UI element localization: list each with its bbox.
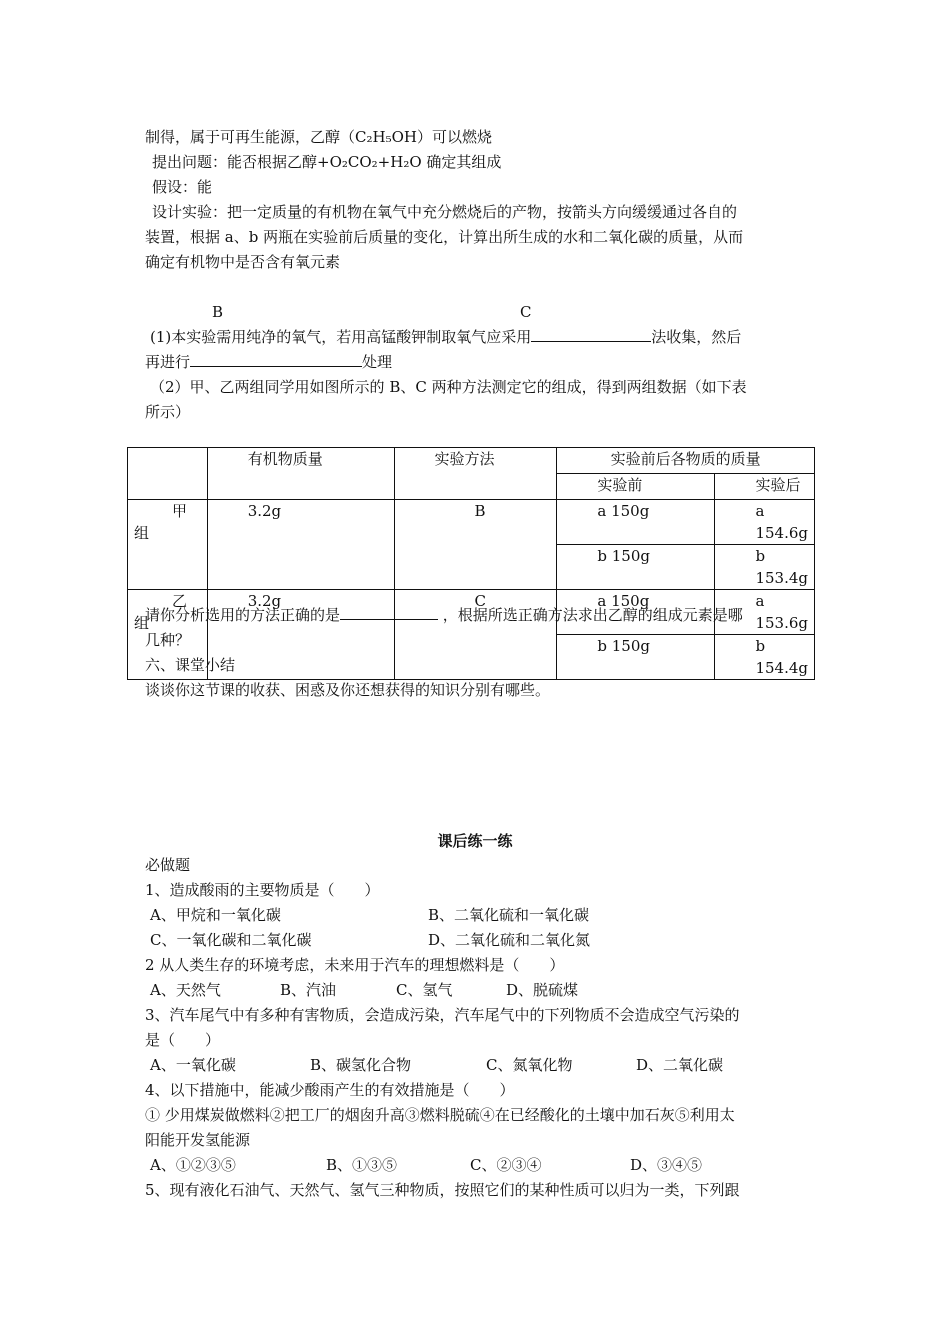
group-1-b-after: b 153.4g [715,545,815,590]
group-2-name: 乙 [172,592,188,610]
figure-label-b: B [212,303,224,321]
summary-text: 谈谈你这节课的收获、困惑及你还想获得的知识分别有哪些。 [145,681,551,699]
question-2-line: （2）甲、乙两组同学用如图所示的 B、C 两种方法测定它的组成，得到两组数据（如下表 [150,378,747,396]
group-2-b-after: b 154.4g [715,635,815,680]
hypothesis-line: 假设：能 [152,178,213,196]
problem-4-measures-2: 阳能开发氢能源 [145,1131,251,1149]
option-d[interactable]: D、脱硫煤 [506,981,579,999]
header-mass: 有机物质量 [207,448,394,500]
answer-blank-collection[interactable] [531,327,651,342]
problem-4-measures-1: ① 少用煤炭做燃料②把工厂的烟囱升高③燃料脱硫④在已经酸化的土壤中加石灰⑤利用太 [145,1106,735,1124]
design-line-3: 确定有机物中是否含有氧元素 [145,253,341,271]
group-2-mass: 3.2g [207,590,394,680]
group-1-a-after: a 154.6g [715,500,815,545]
option-c[interactable]: C、②③④ [470,1156,542,1174]
problem-2-options [150,980,578,1000]
header-method: 实验方法 [394,448,557,500]
question-1-text-2: 法收集，然后 [651,328,742,346]
question-1-text-3: 再进行 [145,353,191,371]
option-d[interactable]: D、二氧化硫和二氧化氮 [428,931,591,949]
analyze-text: 请你分析选用的方法正确的是 [145,606,341,624]
table-row [128,448,815,474]
option-a[interactable]: A、甲烷和一氧化碳 [150,906,281,924]
option-b[interactable]: B、二氧化硫和一氧化碳 [428,906,590,924]
problem-4: 4、以下措施中，能减少酸雨产生的有效措施是（ ） [145,1081,515,1099]
figure-label-c: C [520,303,532,321]
question-1-text: (1)本实验需用纯净的氧气，若用高锰酸钾制取氧气应采用 [150,328,532,346]
question-1-text-4: 处理 [362,353,393,371]
problem-1: 1、造成酸雨的主要物质是（ ） [145,881,380,899]
group-1-suffix: 组 [134,524,150,542]
option-a[interactable]: A、一氧化碳 [150,1056,236,1074]
option-c[interactable]: C、氢气 [396,981,453,999]
answer-blank-treatment[interactable] [190,352,362,367]
option-a[interactable]: A、天然气 [150,981,221,999]
analyze-line [145,605,743,625]
option-c[interactable]: C、一氧化碳和二氧化碳 [150,931,312,949]
group-2-a-before: a 150g [557,590,715,635]
problem-4-options [150,1155,702,1175]
required-label: 必做题 [145,856,191,874]
problem-5: 5、现有液化石油气、天然气、氢气三种物质，按照它们的某种性质可以归为一类，下列跟 [145,1181,740,1199]
group-1-mass: 3.2g [207,500,394,590]
problem-1-options-row-2 [150,930,590,950]
analyze-line-2: 几种？ [145,631,191,649]
design-line-1: 设计实验：把一定质量的有机物在氧气中充分燃烧后的产物，按箭头方向缓缓通过各自的 [152,203,738,221]
option-b[interactable]: B、碳氢化合物 [310,1056,412,1074]
question-2-line-2: 所示） [145,403,191,421]
question-1-line [150,327,741,347]
problem-3-line-2: 是（ ） [145,1031,221,1049]
data-table [127,447,815,680]
header-after: 实验后 [715,474,815,500]
analyze-text-2: ，根据所选正确方法求出乙醇的组成元素是哪 [442,606,743,624]
option-b[interactable]: B、①③⑤ [326,1156,398,1174]
group-1-method: B [394,500,557,590]
header-before-after: 实验前后各物质的质量 [557,448,815,474]
answer-blank-method[interactable] [340,605,438,620]
question-1-line-2 [145,352,392,372]
intro-line: 制得，属于可再生能源，乙醇（C₂H₅OH）可以燃烧 [145,128,492,146]
problem-2: 2 从人类生存的环境考虑，未来用于汽车的理想燃料是（ ） [145,956,565,974]
option-c[interactable]: C、氮氧化物 [486,1056,573,1074]
option-b[interactable]: B、汽油 [280,981,337,999]
problem-3-options [150,1055,723,1075]
group-2-suffix: 组 [134,614,150,632]
option-d[interactable]: D、③④⑤ [630,1156,703,1174]
header-before: 实验前 [557,474,715,500]
group-2-a-after: a 153.6g [715,590,815,635]
group-1-label [128,500,208,590]
group-2-b-before: b 150g [557,635,715,680]
problem-1-options-row-1 [150,905,589,925]
practice-title: 课后练一练 [437,832,513,850]
table-row [128,500,815,545]
group-1-a-before: a 150g [557,500,715,545]
group-1-name: 甲 [172,502,188,520]
design-line-2: 装置，根据 a、b 两瓶在实验前后质量的变化，计算出所生成的水和二氧化碳的质量，从而 [145,228,744,246]
option-d[interactable]: D、二氧化碳 [636,1056,724,1074]
summary-title: 六、课堂小结 [145,656,236,674]
group-1-b-before: b 150g [557,545,715,590]
group-2-method: C [394,590,557,680]
question-line: 提出问题：能否根据乙醇+O₂CO₂+H₂O 确定其组成 [152,153,502,171]
option-a[interactable]: A、①②③⑤ [150,1156,236,1174]
problem-3-line-1: 3、汽车尾气中有多种有害物质，会造成污染，汽车尾气中的下列物质不会造成空气污染的 [145,1006,740,1024]
